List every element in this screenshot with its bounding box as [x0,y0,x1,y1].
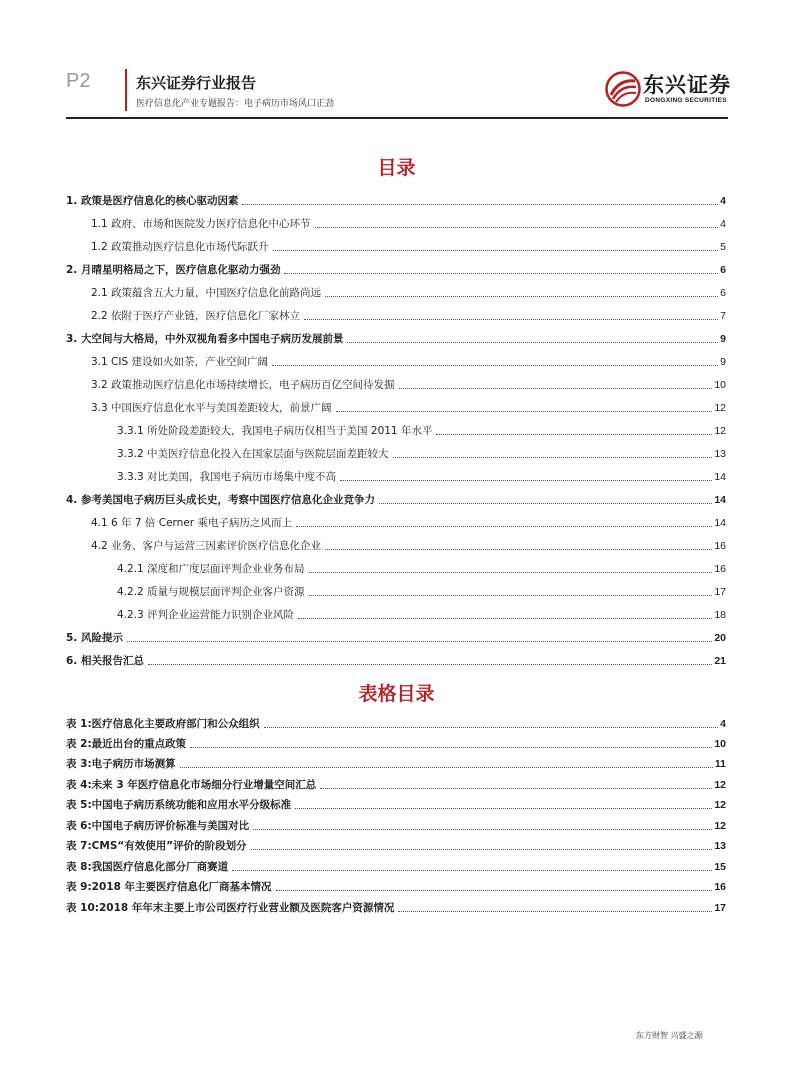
toc-entry-page: 18 [714,609,726,621]
toc-entry-text: 3. 大空间与大格局，中外双视角看多中国电子病历发展前景 [66,333,344,345]
leader-dots [399,388,713,389]
toc-entry-text: 1.2 政策推动医疗信息化市场代际跃升 [91,241,269,253]
toc-entry-page: 9 [720,333,726,345]
toc-entry[interactable] [66,604,726,622]
leader-dots [273,250,719,251]
toc-entry-page: 5 [720,241,726,253]
leader-dots [320,788,712,789]
leader-dots [298,618,712,619]
toc-entry[interactable] [66,420,726,438]
table-entry[interactable] [66,897,726,915]
table-entry-text: 表 8:我国医疗信息化部分厂商赛道 [66,861,229,873]
toc-entry[interactable] [66,374,726,392]
logo-english-name: DONGXING SECURITIES [645,97,727,104]
toc-entry[interactable] [66,236,726,254]
leader-dots [309,595,713,596]
table-entry-page: 15 [714,861,726,873]
table-entry-text: 表 4:未来 3 年医疗信息化市场细分行业增量空间汇总 [66,779,317,791]
toc-entry-page: 10 [714,379,726,391]
leader-dots [296,526,712,527]
toc-entry[interactable] [66,650,726,668]
toc-entry-text: 5. 风险提示 [66,632,123,644]
table-entry-page: 4 [720,718,726,730]
toc-entry-page: 13 [714,448,726,460]
table-entry-page: 16 [714,881,726,893]
table-entry-text: 表 6:中国电子病历评价标准与美国对比 [66,820,250,832]
toc-entry-page: 12 [714,402,726,414]
leader-dots [436,434,712,435]
table-entry[interactable] [66,815,726,833]
leader-dots [148,664,712,665]
leader-dots [251,849,713,850]
toc-title: 目录 [377,157,416,179]
toc-entry-page: 21 [714,655,726,667]
page-number: P2 [66,70,91,92]
toc-entry-page: 14 [714,494,726,506]
table-entry[interactable] [66,794,726,812]
brand-title: 东兴证券行业报告 [136,74,257,92]
toc-entry[interactable] [66,627,726,645]
toc-entry-text: 3.3 中国医疗信息化水平与美国差距较大，前景广阔 [91,402,332,414]
leader-dots [232,870,712,871]
toc-entry-text: 2.1 政策蕴含五大力量，中国医疗信息化前路尚远 [91,287,322,299]
company-logo [605,69,735,111]
table-entry-text: 表 7:CMS“有效使用”评价的阶段划分 [66,840,247,852]
toc-entry[interactable] [66,535,726,553]
table-entry[interactable] [66,713,726,731]
toc-entry[interactable] [66,397,726,415]
toc-entry-text: 4. 参考美国电子病历巨头成长史，考察中国医疗信息化企业竞争力 [66,494,375,506]
toc-entry[interactable] [66,512,726,530]
toc-entry-text: 4.2 业务、客户与运营三因素评价医疗信息化企业 [91,540,322,552]
leader-dots [340,480,712,481]
table-entry-text: 表 3:电子病历市场测算 [66,758,176,770]
toc-entry[interactable] [66,581,726,599]
leader-dots [309,572,713,573]
table-entry-page: 12 [714,779,726,791]
table-entry-text: 表 5:中国电子病历系统功能和应用水平分级标准 [66,799,292,811]
toc-entry-text: 4.2.2 质量与规模层面评判企业客户资源 [117,586,305,598]
table-entry[interactable] [66,753,726,771]
table-entry-page: 11 [714,758,726,770]
leader-dots [190,747,712,748]
leader-dots [180,767,713,768]
leader-dots [242,204,718,205]
leader-dots [325,549,712,550]
toc-entry-page: 20 [714,632,726,644]
toc-entry-text: 3.3.1 所处阶段差距较大，我国电子病历仅相当于美国 2011 年水平 [117,425,433,437]
table-entry-text: 表 2:最近出台的重点政策 [66,738,187,750]
table-entry-text: 表 10:2018 年年末主要上市公司医疗行业营业额及医院客户资源情况 [66,902,395,914]
toc-entry[interactable] [66,489,726,507]
table-entry[interactable] [66,774,726,792]
toc-entry-text: 1. 政策是医疗信息化的核心驱动因素 [66,195,239,207]
table-entry-page: 12 [714,820,726,832]
header-rule [66,117,728,119]
table-entry[interactable] [66,733,726,751]
toc-entry[interactable] [66,190,726,208]
leader-dots [253,829,712,830]
toc-entry-text: 4.2.3 评判企业运营能力识别企业风险 [117,609,295,621]
header-divider [125,69,127,111]
toc-entry-text: 3.3.2 中美医疗信息化投入在国家层面与医院层面差距较大 [117,448,389,460]
toc-entry-text: 1.1 政府、市场和医院发力医疗信息化中心环节 [91,218,311,230]
toc-entry-page: 4 [720,195,726,207]
footer-slogan: 东方财智 兴盛之源 [636,1031,703,1040]
toc-entry-page: 16 [714,540,726,552]
toc-entry-text: 4.2.1 深度和广度层面评判企业业务布局 [117,563,305,575]
table-entry-page: 12 [714,799,726,811]
toc-entry-page: 14 [714,471,726,483]
table-entry-page: 17 [714,902,726,914]
toc-entry[interactable] [66,558,726,576]
toc-entry[interactable] [66,351,726,369]
toc-entry[interactable] [66,328,726,346]
leader-dots [347,342,718,343]
leader-dots [336,411,713,412]
toc-entry-text: 3.1 CIS 建设如火如荼，产业空间广阔 [91,356,268,368]
table-entry[interactable] [66,876,726,894]
logo-emblem-icon [605,71,641,107]
toc-entry-text: 2. 月晴星明格局之下，医疗信息化驱动力强劲 [66,264,281,276]
leader-dots [398,911,712,912]
leader-dots [304,319,718,320]
leader-dots [325,296,718,297]
logo-chinese-name: 东兴证券 [643,73,731,97]
leader-dots [276,890,713,891]
toc-entry-page: 6 [720,264,726,276]
leader-dots [393,457,713,458]
toc-entry-text: 3.2 政策推动医疗信息化市场持续增长，电子病历百亿空间待发掘 [91,379,395,391]
leader-dots [315,227,719,228]
table-entry-page: 13 [714,840,726,852]
leader-dots [379,503,712,504]
leader-dots [295,808,712,809]
toc-entry[interactable] [66,282,726,300]
toc-entry-text: 2.2 依附于医疗产业链，医疗信息化厂家林立 [91,310,301,322]
leader-dots [264,727,718,728]
toc-entry-page: 9 [720,356,726,368]
leader-dots [127,641,712,642]
toc-entry-text: 3.3.3 对比美国，我国电子病历市场集中度不高 [117,471,337,483]
table-entry-page: 10 [714,738,726,750]
toc-entry-page: 12 [714,425,726,437]
toc-entry[interactable] [66,305,726,323]
toc-entry[interactable] [66,213,726,231]
toc-entry-text: 4.1 6 年 7 倍 Cerner 乘电子病历之风而上 [91,517,292,529]
toc-entry-page: 4 [720,218,726,230]
tables-toc-title: 表格目录 [358,683,435,705]
toc-entry-text: 6. 相关报告汇总 [66,655,144,667]
table-entry[interactable] [66,835,726,853]
toc-entry-page: 17 [714,586,726,598]
toc-entry[interactable] [66,466,726,484]
toc-entry-page: 6 [720,287,726,299]
table-entry[interactable] [66,856,726,874]
table-entry-text: 表 1:医疗信息化主要政府部门和公众组织 [66,718,260,730]
toc-entry[interactable] [66,259,726,277]
toc-entry[interactable] [66,443,726,461]
report-subtitle: 医疗信息化产业专题报告：电子病历市场风口正劲 [136,99,335,109]
toc-entry-page: 16 [714,563,726,575]
leader-dots [272,365,718,366]
toc-entry-page: 14 [714,517,726,529]
table-entry-text: 表 9:2018 年主要医疗信息化厂商基本情况 [66,881,272,893]
leader-dots [284,273,718,274]
toc-entry-page: 7 [720,310,726,322]
